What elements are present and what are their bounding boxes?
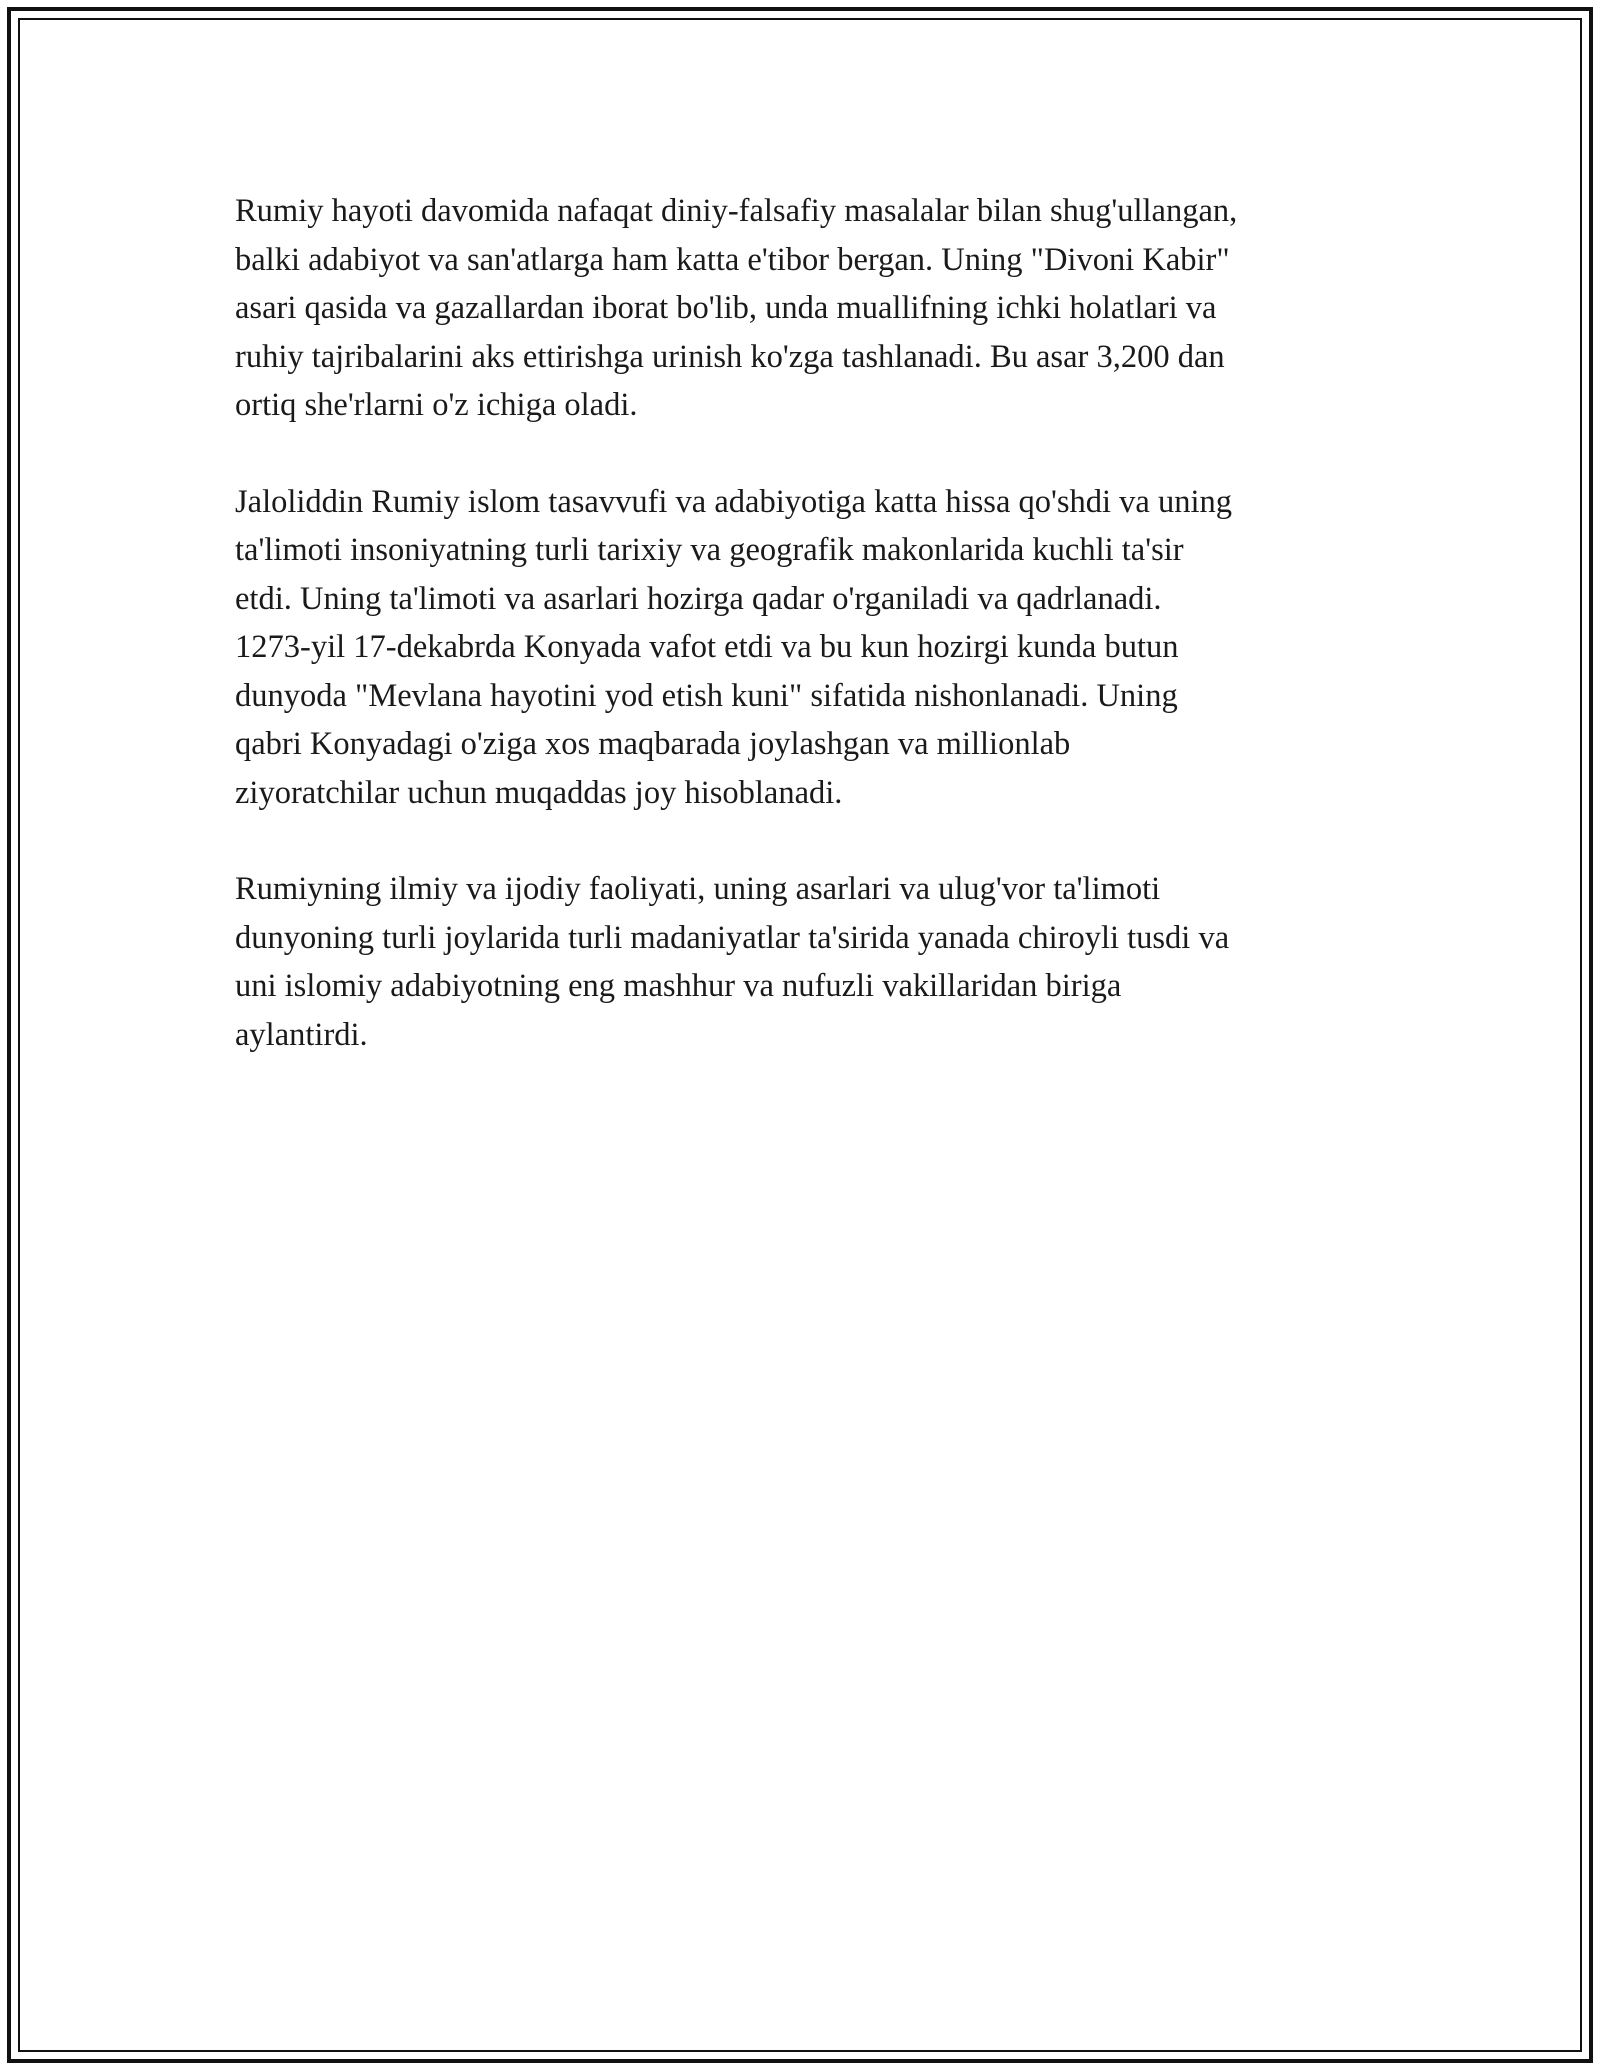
paragraph-2: Jaloliddin Rumiy islom tasavvufi va adabiyotiga katta hissa qo'shdi va uning ta'limoti insoniyatning turli tarixiy va geografik makonlarida kuchli ta'sir etdi. Uning ta'limoti va asarlari hozirga qadar o'rganiladi va qadrlanadi. 1273-yil 17-dekabrda Konyada vafot etdi va bu kun hozirgi kunda butun dunyoda "Mevlana hayotini yod etish kuni" sifatida nishonlanadi. Uning qabri Konyadagi o'ziga xos maqbarada joylashgan va millionlab ziyoratchilar uchun muqaddas joy hisoblanadi. xyxy=(235,483,1232,811)
paragraph-1: Rumiy hayoti davomida nafaqat diniy-falsafiy masalalar bilan shug'ullangan, balki adabiyot va san'atlarga ham katta e'tibor bergan. Uning "Divoni Kabir" asari qasida va gazallardan iborat bo'lib, unda muallifning ichki holatlari va ruhiy tajribalarini aks ettirishga urinish ko'zga tashlanadi. Bu asar 3,200 dan ortiq she'rlarni o'z ichiga oladi. xyxy=(235,193,1238,423)
paragraph-3: Rumiyning ilmiy va ijodiy faoliyati, uning asarlari va ulug'vor ta'limoti dunyoning turli joylarida turli madaniyatlar ta'sirida yanada chiroyli tusdi va uni islomiy adabiyotning eng mashhur va nufuzli vakillaridan biriga aylantirdi. xyxy=(235,871,1230,1053)
document-body xyxy=(235,187,1370,1107)
